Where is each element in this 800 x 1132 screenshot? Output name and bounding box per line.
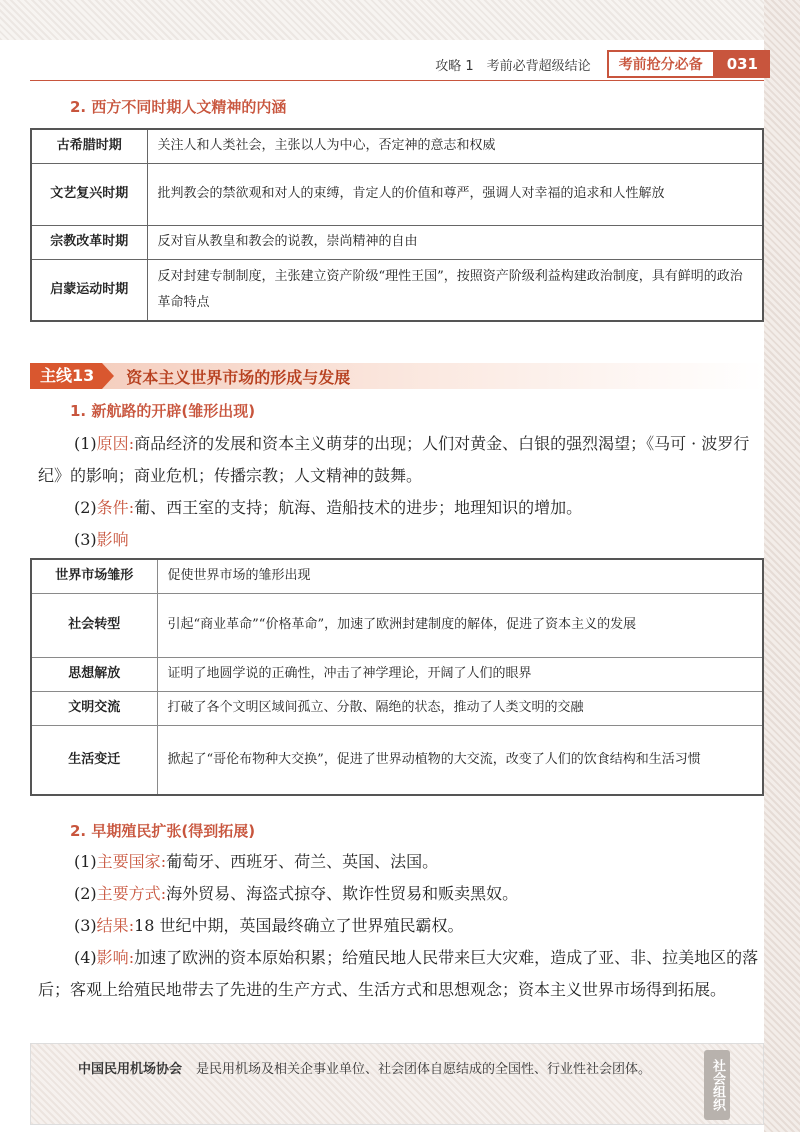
table-row — [31, 559, 763, 593]
table-row-content: 批判教会的禁欲观和对人的束缚，肯定人的价值和尊严，强调人对幸福的追求和人性解放 — [147, 163, 763, 225]
page-header — [400, 50, 770, 78]
item-text: 加速了欧洲的资本原始积累；给殖民地人民带来巨大灾难，造成了亚、非、拉美地区的落后；客观上给殖民地带去了先进的生产方式、生活方式和思想观念；资本主义世界市场得到拓展。 — [38, 948, 759, 999]
header-divider — [30, 80, 764, 81]
item-label: 影响 — [96, 530, 129, 549]
paragraph-result: (3)结果:18 世纪中期，英国最终确立了世界殖民霸权。 — [74, 916, 464, 935]
glossary-definition: 是民用机场及相关企事业单位、社会团体自愿结成的全国性、行业性社会团体。 — [196, 1062, 652, 1077]
top-decor-band — [0, 0, 800, 40]
item-label: 主要国家 — [96, 852, 161, 871]
table-row-content: 引起“商业革命”“价格革命”，加速了欧洲封建制度的解体，促进了资本主义的发展 — [157, 593, 763, 657]
item-label: 结果 — [96, 916, 129, 935]
paragraph-causes: (1)原因:商品经济的发展和资本主义萌芽的出现；人们对黄金、白银的强烈渴望；《马可 · 波罗行纪》的影响；商业危机；传播宗教；人文精神的鼓舞。 — [38, 434, 750, 485]
table-row-label: 生活变迁 — [31, 725, 157, 795]
category-side-tab: 社会组织 — [704, 1050, 730, 1120]
table-row-label: 宗教改革时期 — [31, 225, 147, 259]
table-row — [31, 163, 763, 225]
item-number: (2) — [74, 498, 97, 517]
item-text: 葡、西王室的支持；航海、造船技术的进步；地理知识的增加。 — [134, 498, 583, 517]
item-number: (3) — [74, 530, 97, 549]
table-row-content: 反对封建专制制度，主张建立资产阶级“理性王国”，按照资产阶级利益构建政治制度，具有鲜明的政治革命特点 — [147, 259, 763, 321]
table-row — [31, 657, 763, 691]
page-number: 031 — [715, 50, 770, 78]
table-row-label: 思想解放 — [31, 657, 157, 691]
section-heading-colonial: 2. 早期殖民扩张(得到拓展) — [70, 822, 256, 840]
table-row — [31, 725, 763, 795]
mainline-badge: 主线13 — [30, 363, 102, 389]
mainline-arrow-icon — [102, 363, 114, 389]
mainline-title: 资本主义世界市场的形成与发展 — [126, 367, 351, 387]
item-label: 条件 — [96, 498, 129, 517]
humanism-table — [30, 128, 764, 322]
glossary-box — [30, 1043, 764, 1125]
glossary-term: 中国民用机场协会 — [78, 1062, 183, 1077]
item-label: 影响 — [96, 948, 129, 967]
item-label: 原因 — [96, 434, 129, 453]
item-number: (1) — [74, 852, 97, 871]
table-row — [31, 691, 763, 725]
table-row-content: 促使世界市场的雏形出现 — [157, 559, 763, 593]
table-row-content: 证明了地圆学说的正确性，冲击了神学理论，开阔了人们的眼界 — [157, 657, 763, 691]
paragraph-impact — [38, 524, 766, 556]
item-text: 葡萄牙、西班牙、荷兰、英国、法国。 — [166, 852, 439, 871]
item-text: 18 世纪中期，英国最终确立了世界殖民霸权。 — [134, 916, 464, 935]
table-row-label: 文艺复兴时期 — [31, 163, 147, 225]
section-heading-new-routes: 1. 新航路的开辟(雏形出现) — [70, 402, 256, 420]
item-text: 商品经济的发展和资本主义萌芽的出现；人们对黄金、白银的强烈渴望；《马可 · 波罗行纪》的影响；商业危机；传播宗教；人文精神的鼓舞。 — [38, 434, 750, 485]
section-heading-humanism: 2. 西方不同时期人文精神的内涵 — [70, 98, 287, 116]
item-number: (2) — [74, 884, 97, 903]
new-routes-impact-table — [30, 558, 764, 796]
table-row-label: 启蒙运动时期 — [31, 259, 147, 321]
item-number: (1) — [74, 434, 97, 453]
table-row-label: 古希腊时期 — [31, 129, 147, 163]
table-row-label: 社会转型 — [31, 593, 157, 657]
table-row — [31, 259, 763, 321]
table-row — [31, 129, 763, 163]
table-row — [31, 225, 763, 259]
table-row-content: 掀起了“哥伦布物种大交换”，促进了世界动植物的大交流，改变了人们的饮食结构和生活习惯 — [157, 725, 763, 795]
paragraph-influence: (4)影响:加速了欧洲的资本原始积累；给殖民地人民带来巨大灾难，造成了亚、非、拉美地区的落后；客观上给殖民地带去了先进的生产方式、生活方式和思想观念；资本主义世界市场得到拓展。 — [38, 948, 759, 999]
item-text: 海外贸易、海盗式掠夺、欺诈性贸易和贩卖黑奴。 — [166, 884, 519, 903]
table-row-content: 打破了各个文明区域间孤立、分散、隔绝的状态，推动了人类文明的交融 — [157, 691, 763, 725]
glossary-entry — [78, 1058, 688, 1082]
header-tag: 考前抢分必备 — [607, 50, 715, 78]
chapter-title: 攻略 1 考前必背超级结论 — [435, 58, 591, 74]
table-row-content: 反对盲从教皇和教会的说教，崇尚精神的自由 — [147, 225, 763, 259]
item-label: 主要方式 — [96, 884, 161, 903]
paragraph-methods: (2)主要方式:海外贸易、海盗式掠夺、欺诈性贸易和贩卖黑奴。 — [74, 884, 519, 903]
table-row-content: 关注人和人类社会，主张以人为中心，否定神的意志和权威 — [147, 129, 763, 163]
table-row-label: 世界市场雏形 — [31, 559, 157, 593]
paragraph-countries: (1)主要国家:葡萄牙、西班牙、荷兰、英国、法国。 — [74, 852, 439, 871]
mainline-banner — [30, 363, 764, 389]
item-number: (3) — [74, 916, 97, 935]
table-row — [31, 593, 763, 657]
right-decor-band — [764, 0, 800, 1132]
item-number: (4) — [74, 948, 97, 967]
paragraph-conditions: (2)条件:葡、西王室的支持；航海、造船技术的进步；地理知识的增加。 — [74, 498, 583, 517]
table-row-label: 文明交流 — [31, 691, 157, 725]
